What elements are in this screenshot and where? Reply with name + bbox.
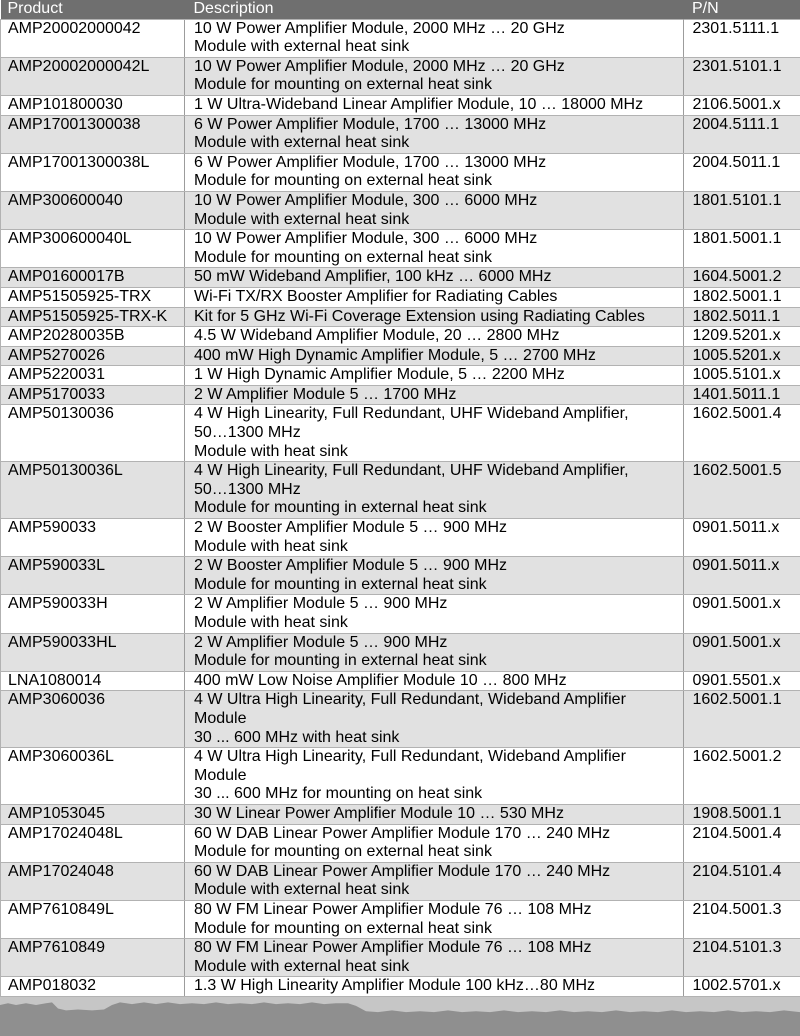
pn-cell: 0901.5011.x	[683, 519, 800, 557]
pn-cell: 1602.5001.1	[683, 691, 800, 748]
description-line: 60 W DAB Linear Power Amplifier Module 170 … 240 MHz	[194, 862, 611, 880]
product-cell: AMP101800030	[1, 95, 185, 115]
product-cell: LNA1080014	[1, 671, 185, 691]
table-row	[1, 804, 800, 824]
product-cell: AMP50130036	[1, 405, 185, 462]
table-row	[1, 385, 800, 405]
table-row	[1, 153, 800, 191]
torn-edge-graphic	[0, 997, 800, 1036]
description-cell	[185, 268, 684, 288]
pn-cell: 2104.5001.3	[683, 900, 800, 938]
table-row	[1, 191, 800, 229]
description-line: 1 W High Dynamic Amplifier Module, 5 … 2200 MHz	[194, 366, 565, 384]
product-cell: AMP7610849L	[1, 900, 185, 938]
table-row	[1, 19, 800, 57]
product-cell: AMP5270026	[1, 346, 185, 366]
table-row	[1, 748, 800, 805]
description-line: 50 mW Wideband Amplifier, 100 kHz … 6000 MHz	[194, 268, 552, 286]
description-line: Module with external heat sink	[194, 134, 410, 152]
description-line: 400 mW Low Noise Amplifier Module 10 … 800 MHz	[194, 671, 567, 689]
description-line: Module for mounting in external heat sink	[194, 499, 487, 517]
product-cell: AMP5220031	[1, 366, 185, 386]
description-cell	[185, 230, 684, 268]
description-cell	[185, 307, 684, 327]
product-cell: AMP3060036L	[1, 748, 185, 805]
table-row	[1, 57, 800, 95]
description-line: 2 W Amplifier Module 5 … 1700 MHz	[194, 385, 457, 403]
product-cell: AMP51505925-TRX	[1, 287, 185, 307]
description-line: 400 mW High Dynamic Amplifier Module, 5 … 2700 MHz	[194, 346, 596, 364]
description-line: Module with external heat sink	[194, 881, 410, 899]
pn-cell: 1801.5001.1	[683, 230, 800, 268]
table-row	[1, 671, 800, 691]
description-cell	[185, 115, 684, 153]
table-row	[1, 691, 800, 748]
description-cell	[185, 824, 684, 862]
column-header-pn: P/N	[683, 0, 800, 19]
description-line: 80 W FM Linear Power Amplifier Module 76 … 108 MHz	[194, 900, 592, 918]
description-cell	[185, 405, 684, 462]
description-line: Module for mounting in external heat sink	[194, 575, 487, 593]
pn-cell: 2301.5111.1	[683, 19, 800, 57]
product-cell: AMP20002000042L	[1, 57, 185, 95]
description-cell	[185, 57, 684, 95]
description-line: Module with heat sink	[194, 537, 348, 555]
description-cell	[185, 977, 684, 997]
pn-cell: 1005.5101.x	[683, 366, 800, 386]
description-cell	[185, 385, 684, 405]
description-cell	[185, 462, 684, 519]
table-row	[1, 405, 800, 462]
description-cell	[185, 519, 684, 557]
description-line: 2 W Amplifier Module 5 … 900 MHz	[194, 633, 448, 651]
table-row	[1, 327, 800, 347]
pn-cell: 2104.5101.3	[683, 939, 800, 977]
pn-cell: 2301.5101.1	[683, 57, 800, 95]
product-cell: AMP590033H	[1, 595, 185, 633]
description-cell	[185, 153, 684, 191]
description-line: 1 W Ultra-Wideband Linear Amplifier Module, 10 … 18000 MHz	[194, 95, 644, 113]
product-cell: AMP50130036L	[1, 462, 185, 519]
description-cell	[185, 691, 684, 748]
description-line: 6 W Power Amplifier Module, 1700 … 13000 MHz	[194, 115, 547, 133]
description-line: Kit for 5 GHz Wi-Fi Coverage Extension using Radiating Cables	[194, 307, 645, 325]
product-cell: AMP01600017B	[1, 268, 185, 288]
product-cell: AMP17001300038	[1, 115, 185, 153]
description-line: 4 W High Linearity, Full Redundant, UHF Wideband Amplifier,	[194, 405, 629, 423]
description-line: 2 W Booster Amplifier Module 5 … 900 MHz	[194, 519, 508, 537]
table-row	[1, 862, 800, 900]
description-line: 2 W Booster Amplifier Module 5 … 900 MHz	[194, 557, 508, 575]
description-cell	[185, 862, 684, 900]
product-cell: AMP17024048L	[1, 824, 185, 862]
description-line: Module with heat sink	[194, 442, 348, 460]
description-line: Wi-Fi TX/RX Booster Amplifier for Radiating Cables	[194, 287, 558, 305]
description-line: Module for mounting on external heat sink	[194, 919, 492, 937]
description-cell	[185, 633, 684, 671]
table-row	[1, 366, 800, 386]
column-header-description: Description	[185, 0, 684, 19]
product-cell: AMP5170033	[1, 385, 185, 405]
pn-cell: 2104.5101.4	[683, 862, 800, 900]
table-header-row	[1, 0, 800, 19]
description-cell	[185, 671, 684, 691]
description-cell	[185, 804, 684, 824]
pn-cell: 1602.5001.2	[683, 748, 800, 805]
product-cell: AMP590033L	[1, 557, 185, 595]
description-cell	[185, 19, 684, 57]
table-row	[1, 633, 800, 671]
description-line: 50…1300 MHz	[194, 480, 301, 498]
product-cell: AMP300600040L	[1, 230, 185, 268]
pn-cell: 2004.5111.1	[683, 115, 800, 153]
product-cell: AMP3060036	[1, 691, 185, 748]
description-line: Module with external heat sink	[194, 38, 410, 56]
product-cell: AMP300600040	[1, 191, 185, 229]
description-cell	[185, 939, 684, 977]
table-row	[1, 900, 800, 938]
column-header-product: Product	[1, 0, 185, 19]
redacted-footer	[0, 997, 800, 1036]
description-line: 4.5 W Wideband Amplifier Module, 20 … 2800 MHz	[194, 327, 560, 345]
table-body	[1, 19, 800, 996]
description-line: 30 ... 600 MHz for mounting on heat sink	[194, 785, 483, 803]
product-cell: AMP590033HL	[1, 633, 185, 671]
table-row	[1, 557, 800, 595]
description-line: 80 W FM Linear Power Amplifier Module 76 … 108 MHz	[194, 939, 592, 957]
description-cell	[185, 191, 684, 229]
description-line: 2 W Amplifier Module 5 … 900 MHz	[194, 595, 448, 613]
pn-cell: 1002.5701.x	[683, 977, 800, 997]
description-line: 10 W Power Amplifier Module, 2000 MHz … 20 GHz	[194, 57, 565, 75]
table-row	[1, 287, 800, 307]
table-row	[1, 268, 800, 288]
description-line: 30 ... 600 MHz with heat sink	[194, 728, 400, 746]
product-cell: AMP17001300038L	[1, 153, 185, 191]
description-cell	[185, 595, 684, 633]
description-line: Module	[194, 709, 247, 727]
description-cell	[185, 748, 684, 805]
description-cell	[185, 900, 684, 938]
description-line: 1.3 W High Linearity Amplifier Module 100 kHz…80 MHz	[194, 977, 596, 995]
description-line: 4 W Ultra High Linearity, Full Redundant, Wideband Amplifier	[194, 691, 626, 709]
pn-cell: 0901.5501.x	[683, 671, 800, 691]
table-row	[1, 346, 800, 366]
description-line: 4 W High Linearity, Full Redundant, UHF Wideband Amplifier,	[194, 462, 629, 480]
table-row	[1, 977, 800, 997]
pn-cell: 1604.5001.2	[683, 268, 800, 288]
description-line: Module for mounting on external heat sink	[194, 843, 492, 861]
pn-cell: 1908.5001.1	[683, 804, 800, 824]
pn-cell: 1602.5001.5	[683, 462, 800, 519]
description-line: 60 W DAB Linear Power Amplifier Module 170 … 240 MHz	[194, 824, 611, 842]
table-row	[1, 939, 800, 977]
pn-cell: 2104.5001.4	[683, 824, 800, 862]
pn-cell: 1401.5011.1	[683, 385, 800, 405]
table-row	[1, 307, 800, 327]
table-row	[1, 115, 800, 153]
pn-cell: 2004.5011.1	[683, 153, 800, 191]
description-line: Module for mounting on external heat sink	[194, 76, 492, 94]
product-cell: AMP7610849	[1, 939, 185, 977]
pn-cell: 2106.5001.x	[683, 95, 800, 115]
product-cell: AMP51505925-TRX-K	[1, 307, 185, 327]
table-row	[1, 595, 800, 633]
description-line: 10 W Power Amplifier Module, 2000 MHz … 20 GHz	[194, 19, 565, 37]
description-line: Module with heat sink	[194, 614, 348, 631]
table-row	[1, 230, 800, 268]
description-cell	[185, 327, 684, 347]
product-cell: AMP17024048	[1, 862, 185, 900]
description-line: Module with external heat sink	[194, 210, 410, 228]
description-line: 6 W Power Amplifier Module, 1700 … 13000 MHz	[194, 153, 547, 171]
table-row	[1, 95, 800, 115]
pn-cell: 1602.5001.4	[683, 405, 800, 462]
table-row	[1, 519, 800, 557]
description-cell	[185, 287, 684, 307]
pn-cell: 0901.5001.x	[683, 595, 800, 633]
description-line: Module with external heat sink	[194, 957, 410, 975]
description-line: 10 W Power Amplifier Module, 300 … 6000 MHz	[194, 191, 538, 209]
description-line: 50…1300 MHz	[194, 424, 301, 442]
description-cell	[185, 366, 684, 386]
product-cell: AMP590033	[1, 519, 185, 557]
description-line: Module for mounting in external heat sink	[194, 652, 487, 670]
description-cell	[185, 95, 684, 115]
pn-cell: 1802.5001.1	[683, 287, 800, 307]
pn-cell: 1209.5201.x	[683, 327, 800, 347]
product-cell: AMP20002000042	[1, 19, 185, 57]
description-line: Module for mounting on external heat sink	[194, 172, 492, 190]
description-cell	[185, 557, 684, 595]
pn-cell: 0901.5001.x	[683, 633, 800, 671]
description-cell	[185, 346, 684, 366]
table-row	[1, 824, 800, 862]
table-row	[1, 462, 800, 519]
product-cell: AMP1053045	[1, 804, 185, 824]
description-line: 10 W Power Amplifier Module, 300 … 6000 MHz	[194, 230, 538, 248]
pn-cell: 1802.5011.1	[683, 307, 800, 327]
description-line: Module	[194, 766, 247, 784]
pn-cell: 1005.5201.x	[683, 346, 800, 366]
pn-cell: 0901.5011.x	[683, 557, 800, 595]
description-line: 4 W Ultra High Linearity, Full Redundant, Wideband Amplifier	[194, 748, 626, 766]
description-line: Module for mounting on external heat sink	[194, 248, 492, 266]
description-line: 30 W Linear Power Amplifier Module 10 … 530 MHz	[194, 804, 564, 822]
product-cell: AMP018032	[1, 977, 185, 997]
pn-cell: 1801.5101.1	[683, 191, 800, 229]
product-cell: AMP20280035B	[1, 327, 185, 347]
